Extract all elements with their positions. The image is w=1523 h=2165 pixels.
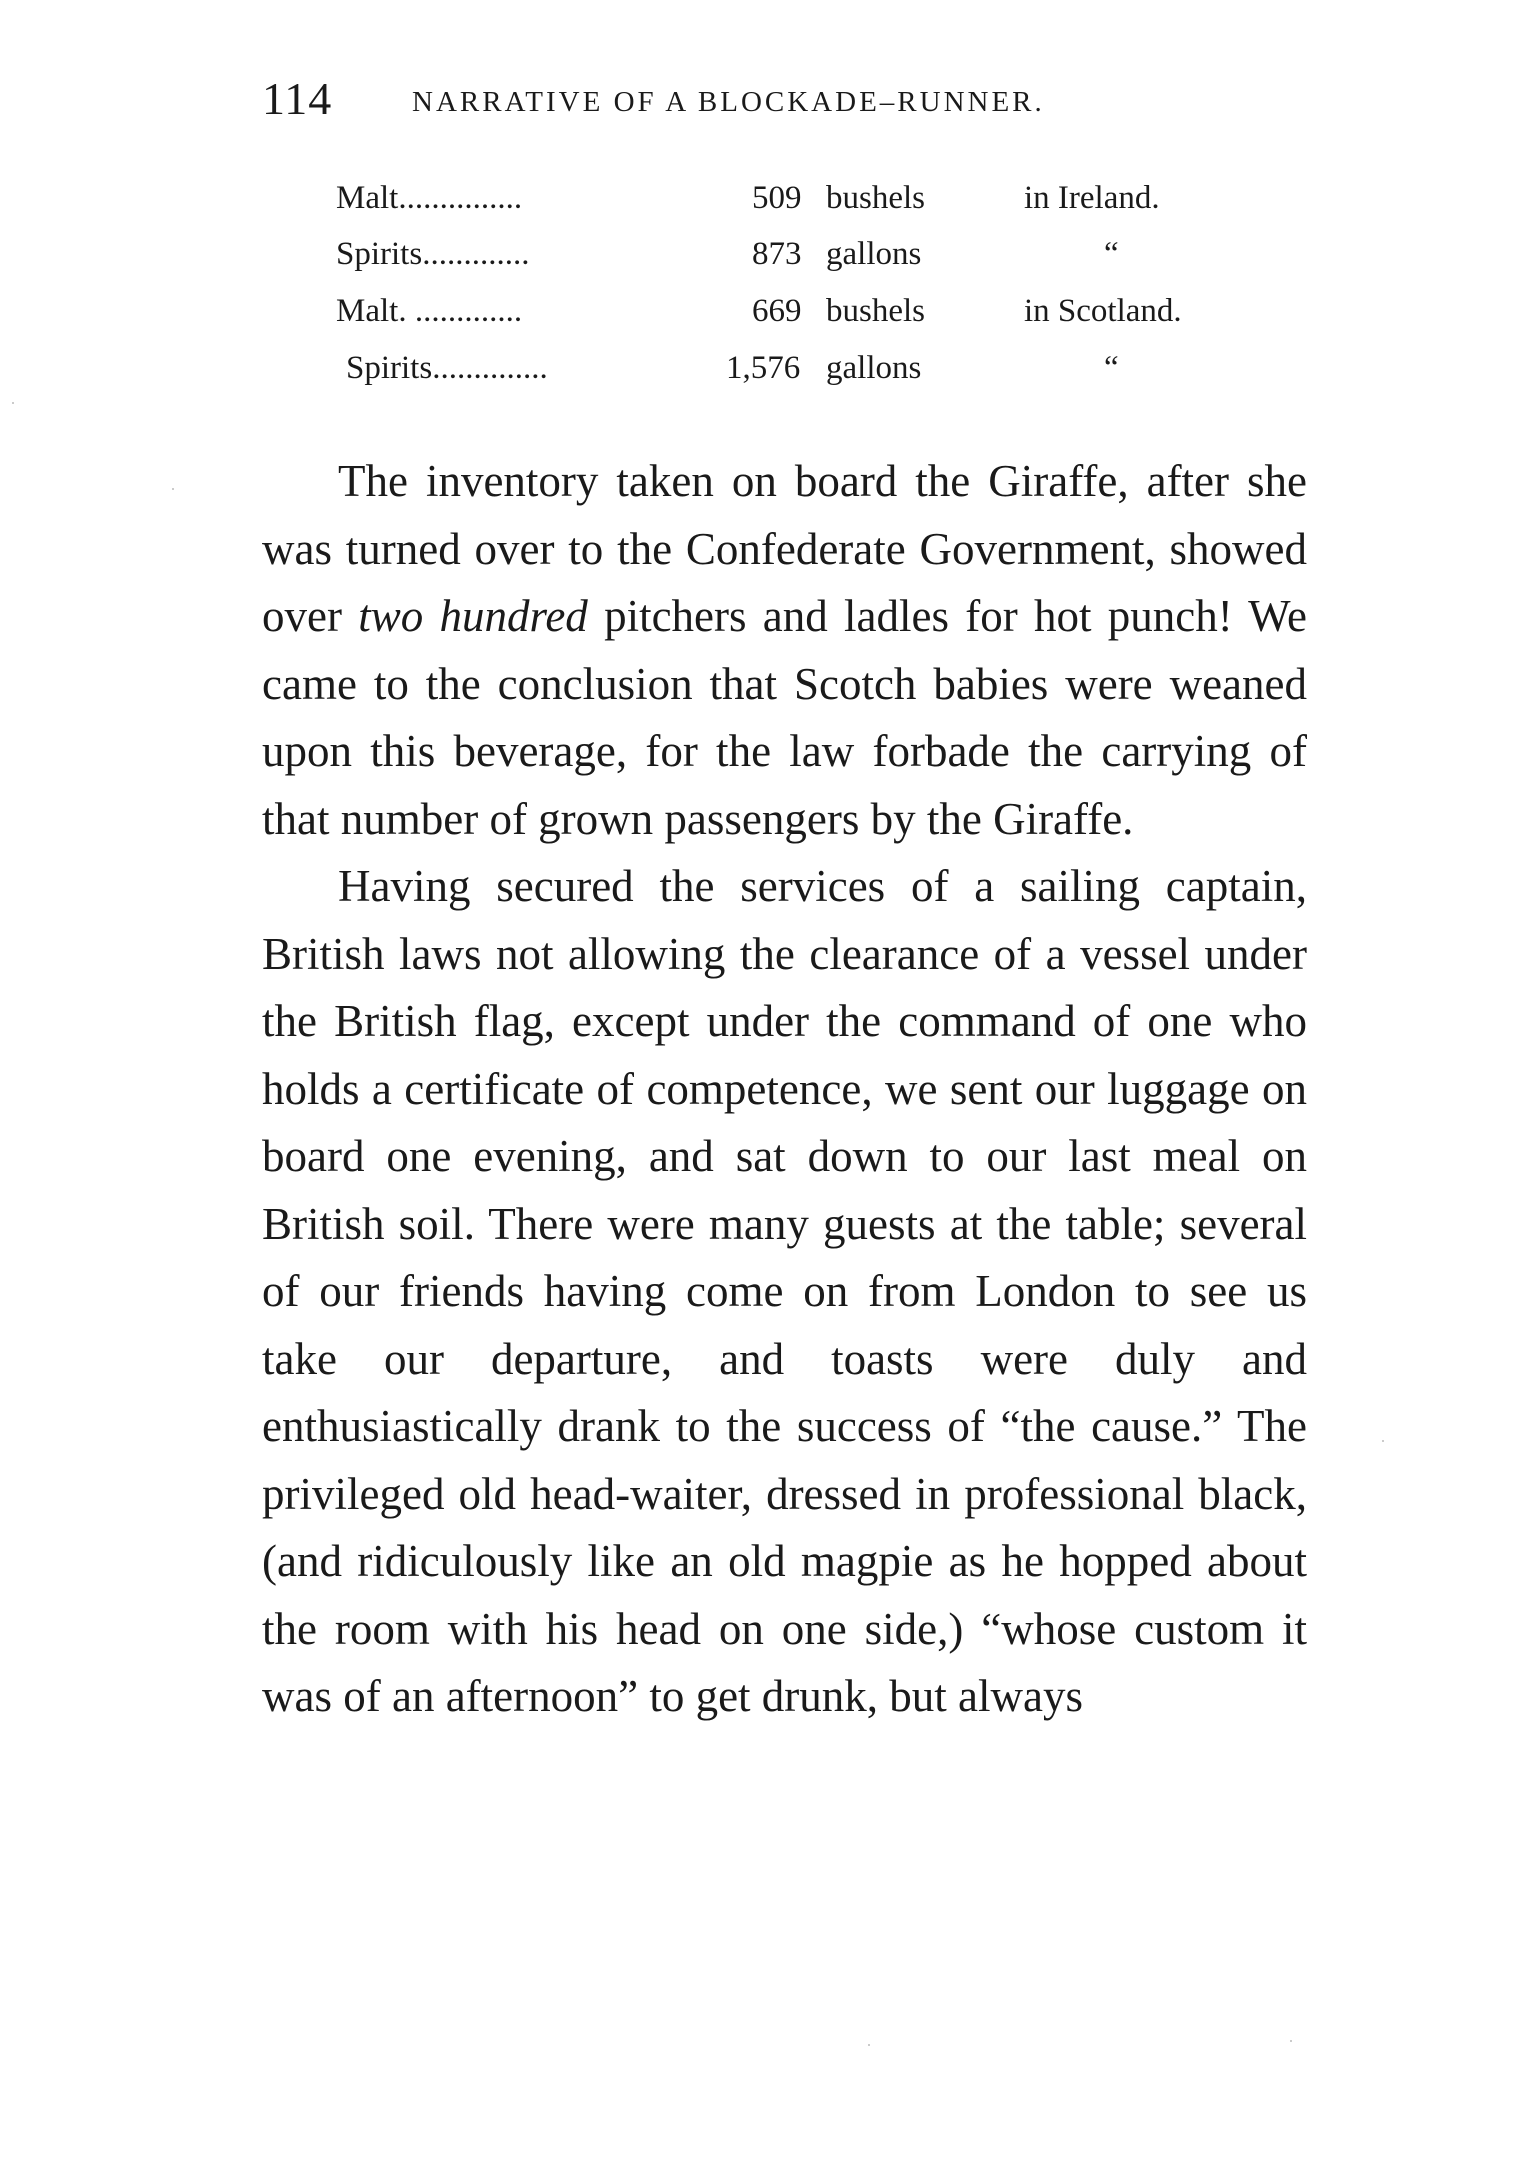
table-cell-location: in Ireland. [1024, 180, 1160, 216]
table-cell-location: “ [1104, 236, 1119, 272]
page-header [262, 72, 1322, 132]
table-cell-unit: bushels [826, 180, 925, 216]
body-text [262, 448, 1307, 1731]
paper-speck [868, 2044, 870, 2046]
page-number: 114 [262, 73, 333, 124]
paper-speck [1290, 2040, 1292, 2042]
table-cell-item: Malt. ............. [336, 293, 523, 329]
paper-speck [12, 402, 14, 404]
paper-speck [1382, 1440, 1384, 1442]
table-cell-quantity: 873 [752, 236, 802, 272]
table-cell-unit: gallons [826, 350, 922, 386]
table-cell-unit: gallons [826, 236, 922, 272]
emphasis-two-hundred: two hundred [358, 591, 588, 641]
paper-speck [172, 488, 174, 490]
table-cell-location: “ [1104, 350, 1119, 386]
table-cell-unit: bushels [826, 293, 925, 329]
paragraph-inventory: The inventory taken on board the Giraffe, after she was turned over to the Confederate Government, showed over two hundred pitchers and ladles for hot punch! We came to the conclusion that Scotch babies were weaned upon this beverage, for the law forbade the carrying of that number of grown passengers by the Giraffe. [262, 456, 1307, 844]
table-cell-item: Spirits.............. [346, 350, 548, 386]
table-cell-quantity: 669 [752, 293, 802, 329]
running-head: NARRATIVE OF A BLOCKADE–RUNNER. [412, 86, 1045, 118]
table-cell-quantity: 509 [752, 180, 802, 216]
table-cell-item: Spirits............. [336, 236, 530, 272]
paragraph-departure: Having secured the services of a sailing captain, British laws not allowing the clearance of a vessel under the British flag, except under the command of one who holds a certificate of competence, we sent our luggage on board one evening, and sat down to our last meal on British soil. There were many guests at the table; several of our friends having come on from London to see us take our departure, and toasts were duly and enthusiastically drank to the success of “the cause.” The privileged old head-waiter, dressed in professional black, (and ridiculously like an old magpie as he hopped about the room with his head on one side,) “whose custom it was of an afternoon” to get drunk, but always [262, 861, 1307, 1721]
table-cell-location: in Scotland. [1024, 293, 1182, 329]
table-cell-quantity: 1,576 [726, 350, 801, 386]
table-cell-item: Malt............... [336, 180, 523, 216]
